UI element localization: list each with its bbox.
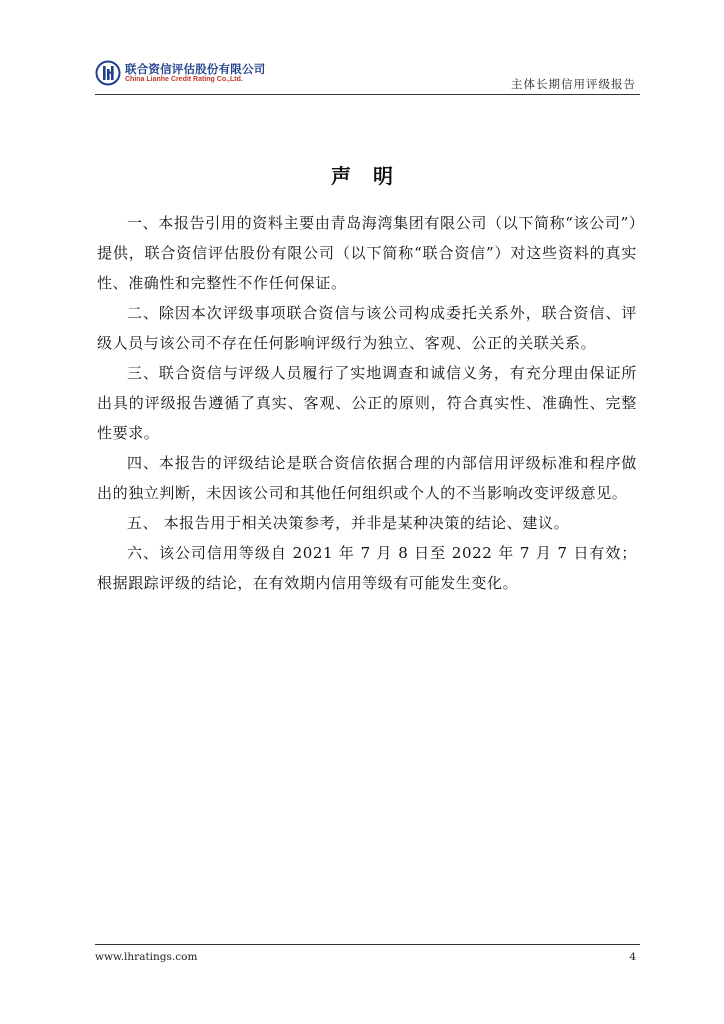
page-footer	[95, 944, 640, 963]
report-type: 主体长期信用评级报告	[511, 77, 636, 91]
page-number: 4	[629, 951, 636, 963]
website-link[interactable]: www.lhratings.com	[95, 951, 198, 963]
page-header	[95, 58, 640, 95]
page-title: 声明	[331, 164, 415, 188]
statement-paragraph-5: 五、 本报告用于相关决策参考，并非是某种决策的结论、建议。	[127, 514, 570, 532]
statement-body	[97, 208, 637, 598]
statement-paragraph-6: 六、该公司信用等级自 2021 年 7 月 8 日至 2022 年 7 月 7 日有效；根据跟踪评级的结论，在有效期内信用等级有可能发生变化。	[97, 544, 637, 592]
company-name-cn: 联合资信评估股份有限公司	[125, 62, 266, 76]
statement-paragraph-3: 三、联合资信与评级人员履行了实地调查和诚信义务，有充分理由保证所出具的评级报告遵循了真实、客观、公正的原则，符合真实性、准确性、完整性要求。	[97, 364, 637, 442]
statement-paragraph-2: 二、除因本次评级事项联合资信与该公司构成委托关系外，联合资信、评级人员与该公司不存在任何影响评级行为独立、客观、公正的关联关系。	[97, 304, 637, 352]
statement-paragraph-1: 一、本报告引用的资料主要由青岛海湾集团有限公司（以下简称“该公司”）提供，联合资信评估股份有限公司（以下简称“联合资信”）对这些资料的真实性、准确性和完整性不作任何保证。	[97, 214, 637, 292]
statement-paragraph-4: 四、本报告的评级结论是联合资信依据合理的内部信用评级标准和程序做出的独立判断，未因该公司和其他任何组织或个人的不当影响改变评级意见。	[97, 454, 637, 502]
company-name-en: China Lianhe Credit Rating Co.,Ltd.	[125, 76, 243, 83]
company-logo-icon	[95, 60, 121, 86]
